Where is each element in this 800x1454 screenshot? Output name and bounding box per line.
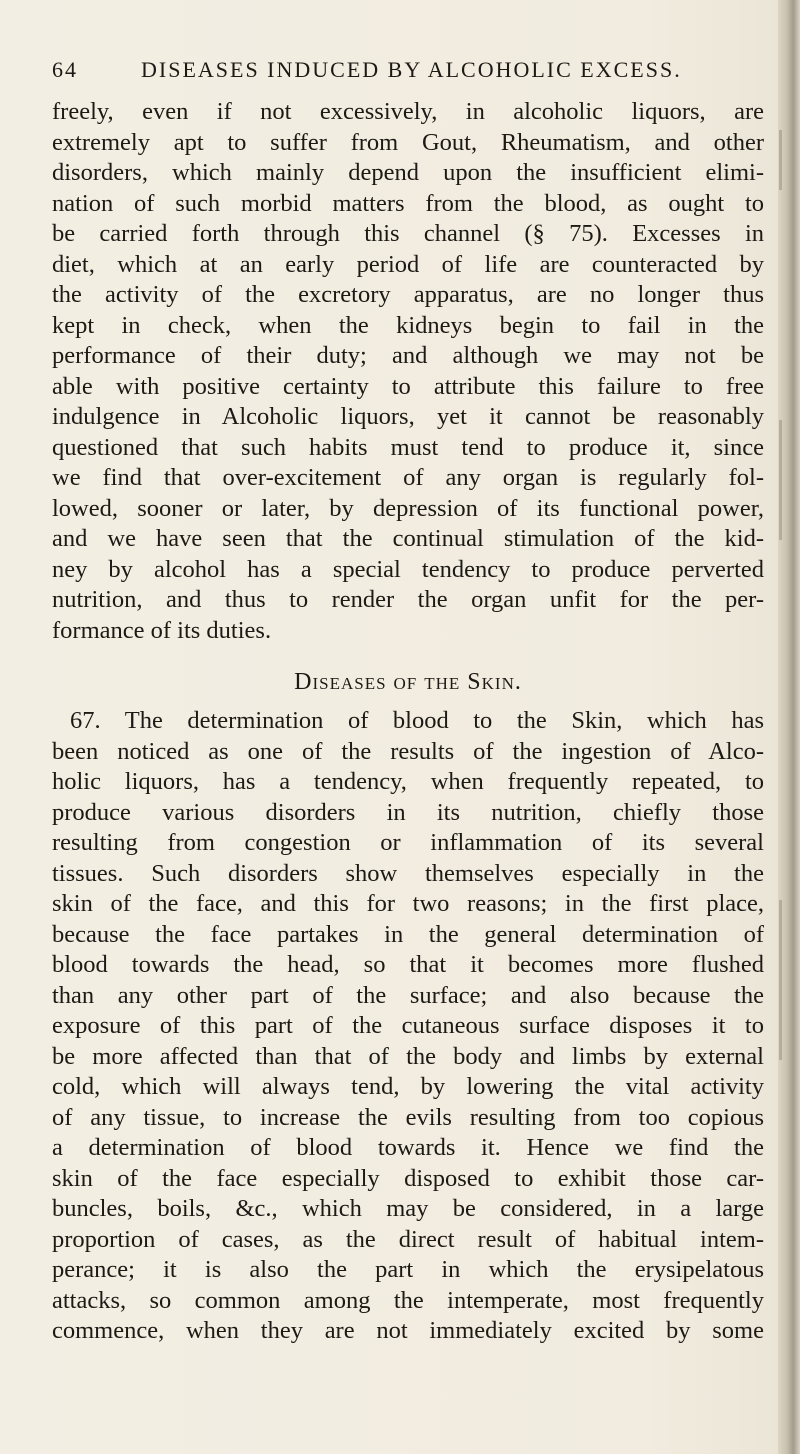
text-line: exposure of this part of the cutaneous surface disposes it to (52, 1012, 764, 1039)
text-line: questioned that such habits must tend to produce it, since (52, 433, 764, 461)
edge-shadow-mark (779, 420, 782, 540)
text-line: skin of the face, and this for two reasons; in the first place, (52, 890, 764, 917)
text-line: because the face partakes in the general determination of (52, 920, 764, 948)
text-line: kept in check, when the kidneys begin to fail in the (52, 311, 764, 339)
edge-shadow-mark (779, 130, 782, 190)
text-line: commence, when they are not immediately excited by some (52, 1317, 764, 1344)
text-line: nutrition, and thus to render the organ unfit for the per- (52, 586, 764, 613)
text-line: perance; it is also the part in which the erysipelatous (52, 1256, 764, 1283)
text-line: formance of its duties. (52, 616, 272, 644)
text-line: cold, which will always tend, by lowering the vital activity (52, 1073, 764, 1100)
text-line: proportion of cases, as the direct result of habitual intem- (52, 1225, 764, 1253)
text-line: the activity of the excretory apparatus, are no longer thus (52, 281, 764, 308)
text-line: we find that over-excitement of any organ is regularly fol- (52, 464, 764, 491)
text-line: disorders, which mainly depend upon the insufficient elimi- (52, 159, 764, 186)
text-line: able with positive certainty to attribute this failure to free (52, 372, 764, 400)
page-number: 64 (52, 57, 78, 82)
text-line: indulgence in Alcoholic liquors, yet it cannot be reasonably (52, 403, 764, 430)
text-line: nation of such morbid matters from the blood, as ought to (52, 189, 764, 217)
text-line: resulting from congestion or inflammation of its several (52, 829, 764, 856)
text-line: ney by alcohol has a special tendency to produce perverted (52, 555, 764, 583)
edge-shadow-mark (779, 900, 782, 1060)
paragraph-1 (52, 97, 764, 646)
text-line: and we have seen that the continual stimulation of the kid- (52, 525, 764, 552)
paragraph-2 (52, 706, 764, 1347)
text-line: attacks, so common among the intemperate, most frequently (52, 1286, 764, 1314)
text-line: tissues. Such disorders show themselves especially in the (52, 859, 764, 887)
text-line: skin of the face especially disposed to exhibit those car- (52, 1164, 764, 1192)
text-line: performance of their duty; and although we may not be (52, 342, 764, 369)
body-text (52, 97, 764, 1347)
text-line: 67. The determination of blood to the Skin, which has (70, 707, 764, 734)
page-gutter-edge (778, 0, 800, 1454)
text-line: buncles, boils, &c., which may be considered, in a large (52, 1195, 764, 1222)
text-line: extremely apt to suffer from Gout, Rheumatism, and other (52, 128, 764, 156)
text-line: be more affected than that of the body and limbs by external (52, 1042, 764, 1070)
text-line: of any tissue, to increase the evils resulting from too copious (52, 1103, 764, 1131)
text-line: been noticed as one of the results of the ingestion of Alco- (52, 737, 764, 765)
text-line: lowed, sooner or later, by depression of its functional power, (52, 494, 764, 522)
text-line: blood towards the head, so that it becomes more flushed (52, 951, 764, 978)
text-line: than any other part of the surface; and also because the (52, 981, 764, 1009)
text-line: diet, which at an early period of life are counteracted by (52, 250, 764, 278)
text-line: holic liquors, has a tendency, when frequently repeated, to (52, 768, 764, 795)
text-line: a determination of blood towards it. Hence we find the (52, 1134, 764, 1161)
running-title: DISEASES INDUCED BY ALCOHOLIC EXCESS. (141, 57, 682, 82)
text-line: freely, even if not excessively, in alcoholic liquors, are (52, 98, 764, 125)
text-line: be carried forth through this channel (§ 75). Excesses in (52, 220, 764, 247)
text-line: produce various disorders in its nutrition, chiefly those (52, 798, 764, 826)
section-heading: Diseases of the Skin. (294, 669, 522, 695)
running-head (52, 57, 732, 87)
